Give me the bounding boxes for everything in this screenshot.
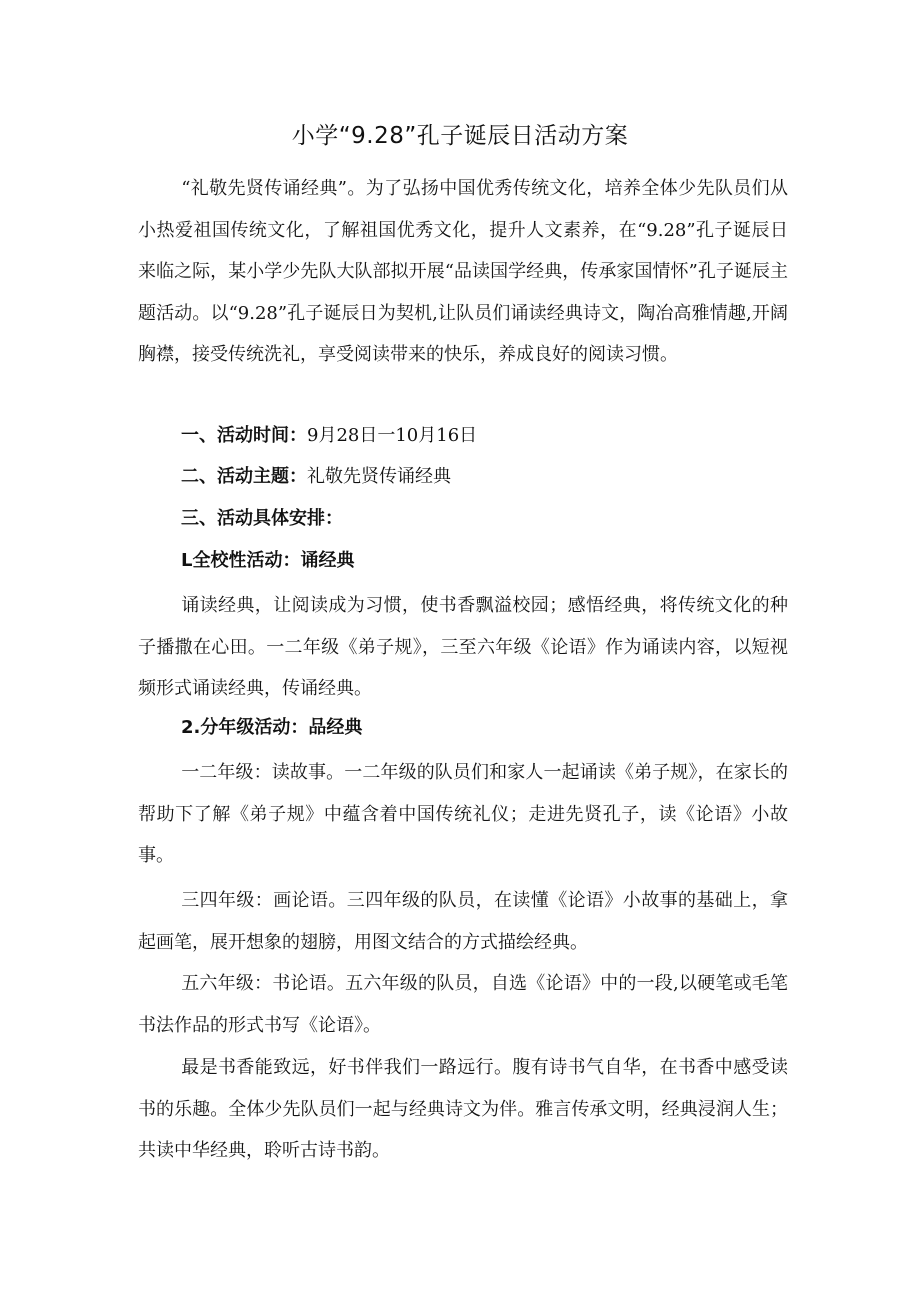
grade-5-6-paragraph: 五六年级：书论语。五六年级的队员，自选《论语》中的一段,以硬笔或毛笔书法作品的形式书写《论语》。	[138, 973, 788, 1036]
subsection-grade-heading: 2.分年级活动：品经典	[181, 717, 363, 738]
section-theme-label: 二、活动主题：	[181, 466, 307, 487]
document-title: 小学“9.28”孔子诞辰日活动方案	[291, 123, 629, 149]
section-theme	[181, 459, 781, 495]
subsection-schoolwide-body: 诵读经典，让阅读成为习惯，使书香飘溢校园；感悟经典，将传统文化的种子播撒在心田。一二年级《弟子规》，三至六年级《论语》作为诵读内容，以短视频形式诵读经典，传诵经典。	[138, 595, 788, 699]
section-arrangement-heading: 三、活动具体安排：	[181, 508, 343, 529]
grade-1-2-paragraph: 一二年级：读故事。一二年级的队员们和家人一起诵读《弟子规》，在家长的帮助下了解《弟子规》中蕴含着中国传统礼仪；走进先贤孔子，读《论语》小故事。	[138, 762, 788, 866]
subsection-schoolwide-heading: L全校性活动：诵经典	[181, 550, 355, 571]
section-time	[181, 418, 781, 454]
section-time-value: 9月28日一10月16日	[307, 425, 478, 446]
section-time-label: 一、活动时间：	[181, 425, 307, 446]
section-theme-value: 礼敬先贤传诵经典	[307, 466, 451, 487]
closing-paragraph: 最是书香能致远，好书伴我们一路远行。腹有诗书气自华，在书香中感受读书的乐趣。全体少先队员们一起与经典诗文为伴。雅言传承文明，经典浸润人生；共读中华经典，聆听古诗书韵。	[138, 1057, 788, 1161]
grade-3-4-paragraph: 三四年级：画论语。三四年级的队员，在读懂《论语》小故事的基础上，拿起画笔，展开想象的翅膀，用图文结合的方式描绘经典。	[138, 890, 788, 953]
intro-paragraph: “礼敬先贤传诵经典”。为了弘扬中国优秀传统文化，培养全体少先队员们从小热爱祖国传统文化，了解祖国优秀文化，提升人文素养，在“9.28”孔子诞辰日来临之际，某小学少先队大队部拟开展“品读国学经典，传承家国情怀”孔子诞辰主题活动。以“9.28”孔子诞辰日为契机,让队员们诵读经典诗文，陶冶高雅情趣,开阔胸襟，接受传统洗礼，享受阅读带来的快乐，养成良好的阅读习惯。	[138, 178, 788, 365]
